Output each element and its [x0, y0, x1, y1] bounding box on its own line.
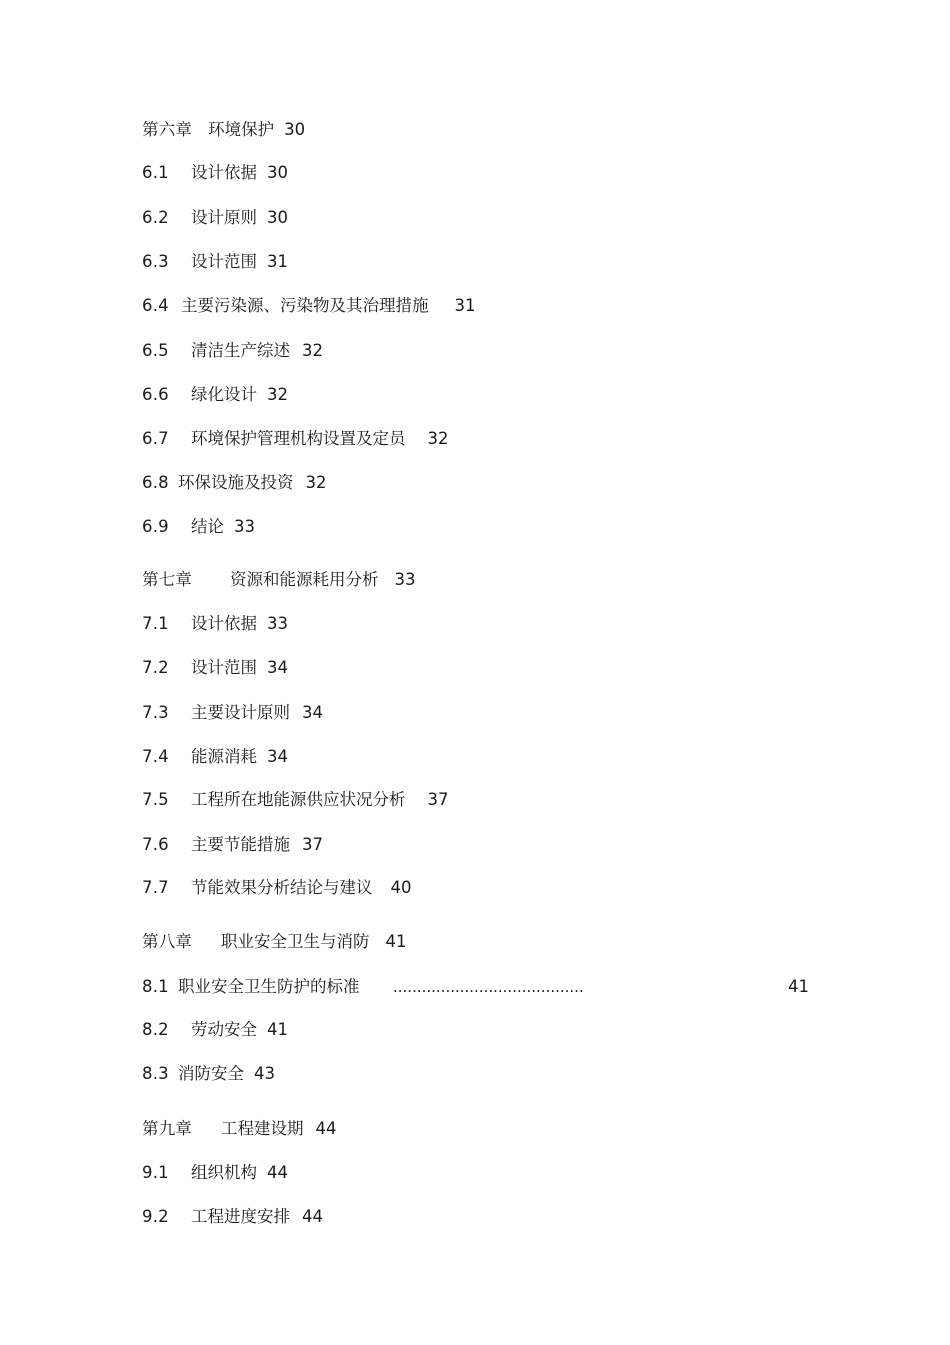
toc-chapter-8: [142, 930, 407, 954]
toc-entry-title: 职业安全卫生防护的标准: [178, 977, 360, 996]
toc-entry-number: 7.7: [142, 878, 169, 897]
toc-entry-number: 7.1: [142, 614, 169, 633]
toc-entry-title: 劳动安全: [191, 1020, 257, 1039]
toc-entry-page: 33: [234, 517, 255, 536]
toc-entry: [142, 294, 476, 318]
toc-entry-title: 环境保护管理机构设置及定员: [191, 429, 406, 448]
toc-entry-title: 工程建设期: [221, 1119, 304, 1138]
toc-entry-number: 第九章: [142, 1119, 193, 1138]
toc-entry-title: 组织机构: [191, 1163, 257, 1182]
toc-entry-number: 6.7: [142, 429, 169, 448]
toc-entry-page: 32: [302, 341, 323, 360]
toc-chapter-7: [142, 568, 416, 592]
toc-entry-title: 节能效果分析结论与建议: [191, 878, 373, 897]
toc-chapter-9: [142, 1117, 337, 1141]
toc-entry-number: 8.1: [142, 977, 169, 996]
toc-entry-number: 6.9: [142, 517, 169, 536]
toc-entry-page: 37: [427, 790, 449, 809]
toc-entry-page: 30: [284, 120, 306, 139]
toc-entry-page: 40: [390, 878, 412, 897]
toc-entry-title: 资源和能源耗用分析: [230, 570, 379, 589]
toc-entry-title: 设计范围: [191, 252, 257, 271]
toc-entry-page: 32: [427, 429, 449, 448]
toc-entry-number: 9.2: [142, 1207, 169, 1226]
toc-entry: [142, 701, 323, 725]
toc-entry-title: 能源消耗: [191, 747, 257, 766]
toc-entry-number: 第八章: [142, 932, 193, 951]
toc-entry: [142, 250, 288, 274]
toc-entry-page: 31: [267, 252, 288, 271]
toc-entry-page: 44: [315, 1119, 337, 1138]
toc-entry-page: 30: [267, 163, 288, 182]
toc-entry-title: 工程所在地能源供应状况分析: [191, 790, 406, 809]
toc-entry: [142, 1062, 275, 1086]
toc-entry-page: 34: [302, 703, 323, 722]
toc-entry-title: 工程进度安排: [191, 1207, 290, 1226]
toc-entry-title: 主要设计原则: [191, 703, 290, 722]
toc-entry-title: 环境保护: [208, 120, 275, 139]
toc-entry-number: 6.4: [142, 296, 169, 315]
toc-entry-number: 7.5: [142, 790, 169, 809]
toc-entry-title: 主要污染源、污染物及其治理措施: [181, 296, 429, 315]
toc-entry: [142, 975, 812, 999]
toc-entry: [142, 161, 288, 185]
toc-entry: [142, 471, 327, 495]
toc-entry: [142, 876, 412, 900]
toc-entry-number: 6.1: [142, 163, 169, 182]
toc-entry: [142, 206, 288, 230]
toc-entry-number: 6.3: [142, 252, 169, 271]
toc-chapter-6: [142, 118, 305, 142]
toc-entry-page: 33: [394, 570, 416, 589]
toc-entry: [142, 833, 323, 857]
toc-entry: [142, 788, 449, 812]
toc-entry-page: 32: [267, 385, 288, 404]
toc-entry-title: 清洁生产综述: [191, 341, 290, 360]
toc-entry: [142, 612, 288, 636]
toc-entry-title: 绿化设计: [191, 385, 257, 404]
toc-entry-number: 7.6: [142, 835, 169, 854]
toc-entry-number: 7.2: [142, 658, 169, 677]
toc-entry-number: 8.3: [142, 1064, 169, 1083]
toc-entry-page: 34: [267, 658, 288, 677]
toc-entry-number: 9.1: [142, 1163, 169, 1182]
toc-entry-title: 环保设施及投资: [178, 473, 294, 492]
toc-entry-title: 主要节能措施: [191, 835, 290, 854]
toc-entry: [142, 656, 288, 680]
toc-entry-number: 6.8: [142, 473, 169, 492]
toc-entry-title: 设计依据: [191, 614, 257, 633]
toc-entry-title: 设计依据: [191, 163, 257, 182]
toc-entry: [142, 427, 449, 451]
toc-entry-title: 消防安全: [178, 1064, 244, 1083]
toc-entry-title: 设计原则: [191, 208, 257, 227]
toc-entry-number: 6.2: [142, 208, 169, 227]
toc-entry: [142, 515, 255, 539]
toc-entry-number: 7.4: [142, 747, 169, 766]
toc-entry: [142, 383, 288, 407]
toc-entry-page: 41: [385, 932, 407, 951]
toc-entry-page: 31: [454, 296, 476, 315]
toc-entry-page: 37: [302, 835, 323, 854]
toc-leader-dots: ........................................: [393, 978, 584, 996]
toc-entry-number: 第六章: [142, 120, 193, 139]
toc-entry: [142, 1205, 323, 1229]
toc-entry-number: 8.2: [142, 1020, 169, 1039]
toc-entry-page: 34: [267, 747, 288, 766]
toc-entry: [142, 1161, 288, 1185]
toc-entry-page: 43: [254, 1064, 275, 1083]
toc-entry-page: 44: [267, 1163, 288, 1182]
toc-entry-title: 设计范围: [191, 658, 257, 677]
toc-entry-title: 职业安全卫生与消防: [221, 932, 370, 951]
toc-entry: [142, 1018, 288, 1042]
toc-entry-number: 第七章: [142, 570, 193, 589]
toc-entry: [142, 745, 288, 769]
toc-entry-page: 41: [788, 977, 809, 996]
toc-entry-number: 6.5: [142, 341, 169, 360]
toc-entry-page: 32: [305, 473, 327, 492]
toc-entry-number: 7.3: [142, 703, 169, 722]
toc-entry-page: 44: [302, 1207, 323, 1226]
toc-entry-page: 33: [267, 614, 288, 633]
toc-entry-number: 6.6: [142, 385, 169, 404]
toc-entry: [142, 339, 323, 363]
toc-entry-page: 30: [267, 208, 288, 227]
toc-entry-page: 41: [267, 1020, 288, 1039]
toc-entry-title: 结论: [191, 517, 224, 536]
